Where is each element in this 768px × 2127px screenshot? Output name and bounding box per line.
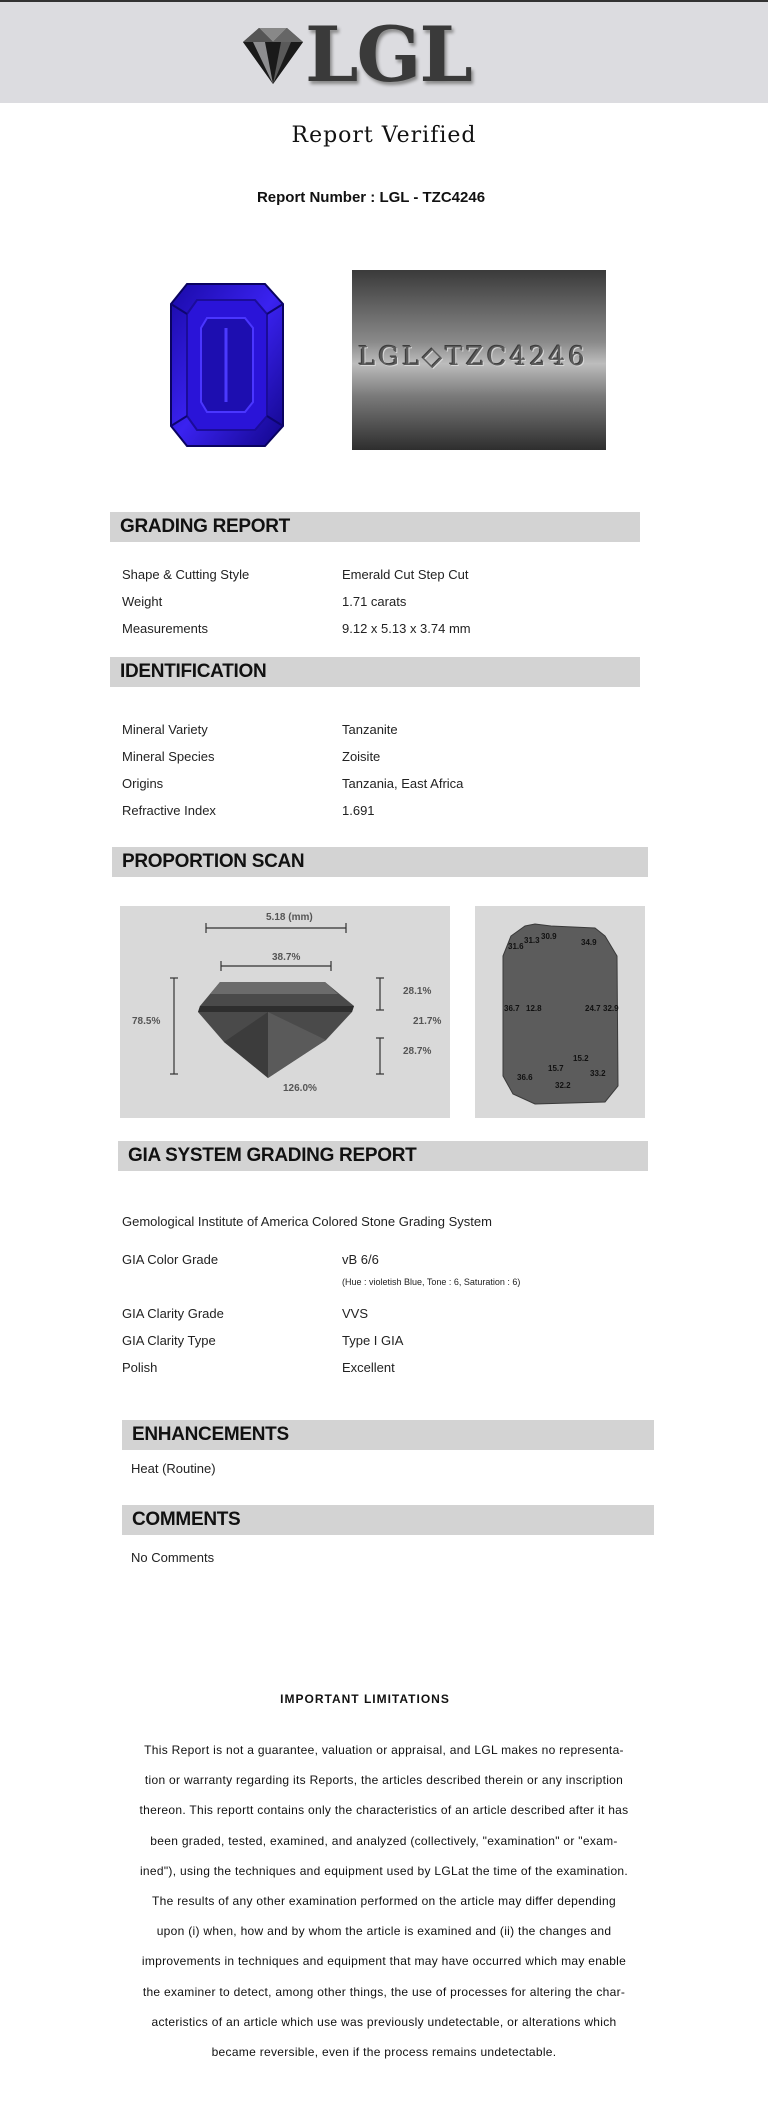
shape-value: Emerald Cut Step Cut [342, 567, 469, 582]
report-number: Report Number : LGL - TZC4246 [256, 189, 486, 206]
top-label-2: 31.3 [524, 936, 540, 945]
limitations-line: improvements in techniques and equipment that may have occurred which may enable [141, 1954, 627, 1969]
page-title: Report Verified [291, 123, 477, 148]
width-mm-label: 5.18 (mm) [266, 912, 313, 923]
gem-photo [135, 270, 325, 462]
diamond-logo-icon [233, 22, 313, 92]
pavilion-pct-label: 28.7% [403, 1046, 432, 1057]
limitations-heading: IMPORTANT LIMITATIONS [280, 1692, 450, 1706]
limitations-line: This Report is not a guarantee, valuation or appraisal, and LGL makes no representa- [144, 1743, 624, 1757]
top-label-9: 15.2 [573, 1054, 589, 1063]
comments-heading: COMMENTS [122, 1505, 654, 1535]
emerald-cut-gem [135, 270, 325, 462]
limitations-line: upon (i) when, how and by whom the article is examined and (ii) the changes and [156, 1924, 612, 1939]
limitations-line: tion or warranty regarding its Reports, the articles described therein or any inscription [144, 1773, 624, 1788]
refractive-index-value: 1.691 [342, 803, 375, 818]
limitations-line: been graded, tested, examined, and analyzed (collectively, "examination" or "exam- [150, 1833, 618, 1848]
gia-clarity-grade-value: VVS [342, 1306, 369, 1321]
crown-pct-label: 28.1% [403, 986, 432, 997]
gia-heading: GIA SYSTEM GRADING REPORT [118, 1141, 648, 1171]
top-label-8: 32.9 [603, 1004, 619, 1013]
polish-label: Polish [122, 1360, 158, 1375]
top-label-5: 36.7 [504, 1004, 520, 1013]
bottom-pct-label: 126.0% [283, 1083, 317, 1094]
top-label-10: 15.7 [548, 1064, 564, 1073]
gia-clarity-type-label: GIA Clarity Type [122, 1333, 216, 1348]
comments-text: No Comments [131, 1550, 215, 1565]
total-depth-label: 78.5% [132, 1016, 161, 1027]
mineral-variety-value: Tanzanite [342, 722, 398, 737]
top-label-1: 31.6 [508, 942, 524, 951]
limitations-line: acteristics of an article which use was previously undetectable, or alterations which [151, 2014, 617, 2029]
proportion-scan-heading: PROPORTION SCAN [112, 847, 648, 877]
enhancements-text: Heat (Routine) [131, 1461, 216, 1476]
top-label-7: 24.7 [585, 1004, 601, 1013]
mineral-species-value: Zoisite [342, 749, 381, 764]
limitations-line: the examiner to detect, among other things, the use of processes for altering the char- [142, 1984, 626, 1999]
weight-value: 1.71 carats [342, 594, 407, 609]
inscription-photo [352, 270, 606, 450]
refractive-index-label: Refractive Index [122, 803, 216, 818]
limitations-body [116, 1735, 652, 2067]
grading-report-heading: GRADING REPORT [110, 512, 640, 542]
shape-label: Shape & Cutting Style [122, 567, 250, 582]
lgl-logo [233, 10, 493, 99]
enhancements-heading: ENHANCEMENTS [122, 1420, 654, 1450]
limitations-line: ined"), using the techniques and equipment used by LGLat the time of the examination. [139, 1863, 629, 1878]
top-label-13: 32.2 [555, 1081, 571, 1090]
top-view-panel [475, 906, 645, 1118]
table-pct-label: 38.7% [272, 952, 301, 963]
header-banner [0, 2, 768, 103]
origins-label: Origins [122, 776, 164, 791]
polish-value: Excellent [342, 1360, 395, 1375]
logo-text: LGL [305, 10, 471, 99]
limitations-line: became reversible, even if the process remains undetectable. [211, 2045, 557, 2060]
mineral-variety-label: Mineral Variety [122, 722, 208, 737]
gia-color-note: (Hue : violetish Blue, Tone : 6, Saturation : 6) [342, 1277, 521, 1287]
gia-clarity-type-value: Type I GIA [342, 1333, 404, 1348]
identification-heading: IDENTIFICATION [110, 657, 640, 687]
gia-color-label: GIA Color Grade [122, 1252, 219, 1267]
inscription-text: LGL◇TZC4246 [358, 342, 588, 372]
gia-color-value: vB 6/6 [342, 1252, 379, 1267]
top-label-4: 34.9 [581, 938, 597, 947]
origins-value: Tanzania, East Africa [342, 776, 464, 791]
limitations-line: The results of any other examination performed on the article may differ depending [152, 1894, 616, 1909]
top-label-3: 30.9 [541, 932, 557, 941]
side-profile-panel [120, 906, 450, 1118]
mineral-species-label: Mineral Species [122, 749, 215, 764]
measurements-value: 9.12 x 5.13 x 3.74 mm [342, 621, 471, 636]
girdle-pct-label: 21.7% [413, 1016, 442, 1027]
top-label-12: 36.6 [517, 1073, 533, 1082]
top-label-11: 33.2 [590, 1069, 606, 1078]
measurements-label: Measurements [122, 621, 208, 636]
weight-label: Weight [122, 594, 163, 609]
top-label-6: 12.8 [526, 1004, 542, 1013]
limitations-line: thereon. This reportt contains only the characteristics of an article described after it has [139, 1803, 629, 1818]
gia-clarity-grade-label: GIA Clarity Grade [122, 1306, 224, 1321]
gia-subtitle: Gemological Institute of America Colored Stone Grading System [122, 1214, 492, 1229]
